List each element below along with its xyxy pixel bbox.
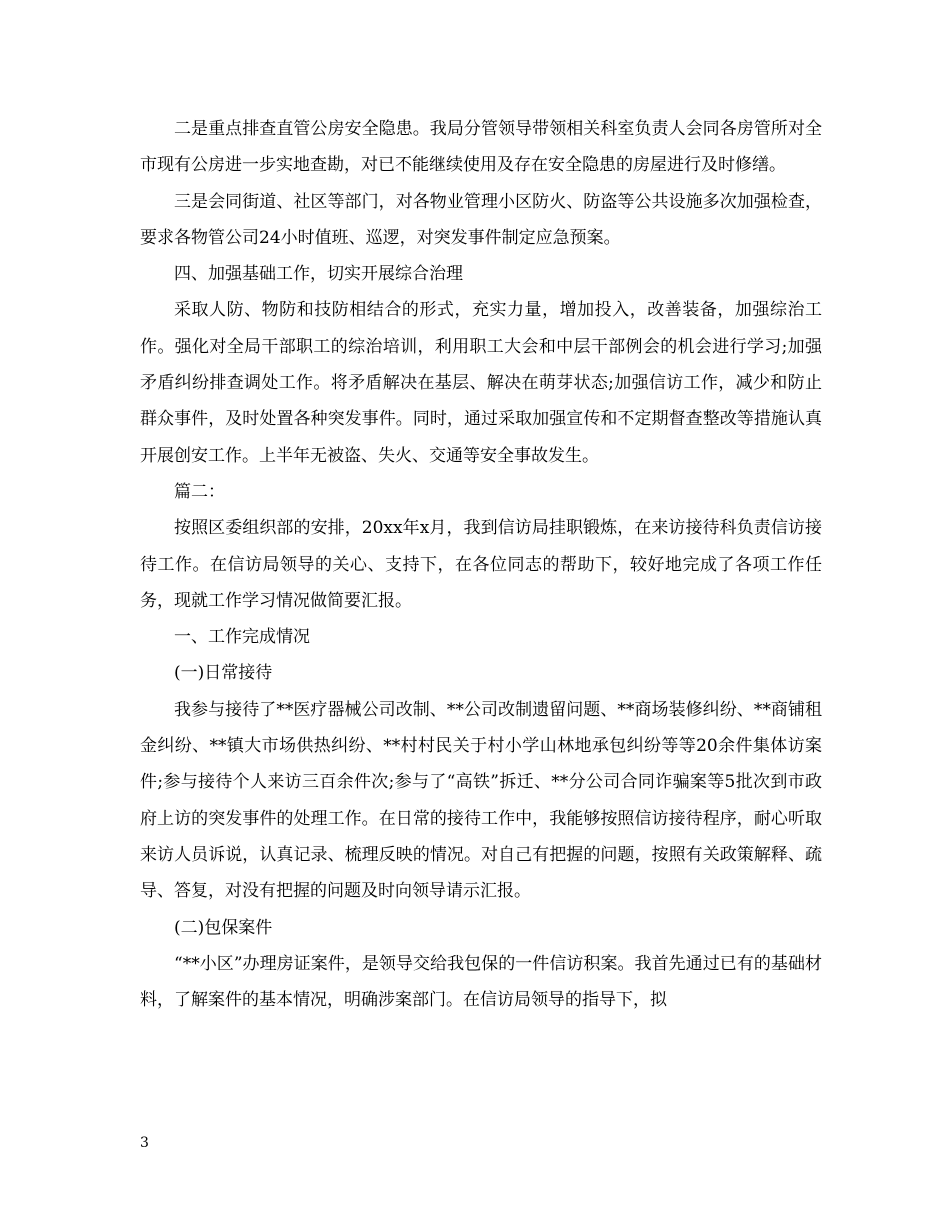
paragraph-2: 三是会同街道、社区等部门，对各物业管理小区防火、防盗等公共设施多次加强检查，要求各物管公司24小时值班、巡逻，对突发事件制定应急预案。 <box>140 191 822 248</box>
section-heading-4: 四、加强基础工作，切实开展综合治理 <box>174 264 463 285</box>
paragraph-4: 按照区委组织部的安排，20xx年x月，我到信访局挂职锻炼，在来访接待科负责信访接待工作。在信访局领导的关心、支持下，在各位同志的帮助下，较好地完成了各项工作任务，现就工作学习情况做简要汇报。 <box>140 518 822 611</box>
subsection-heading-1: (一)日常接待 <box>174 663 273 684</box>
paragraph-5: 我参与接待了**医疗器械公司改制、**公司改制遗留问题、**商场装修纠纷、**商铺租金纠纷、**镇大市场供热纠纷、**村村民关于村小学山林地承包纠纷等等20余件集体访案件;参与接待个人来访三百余件次;参与了“高铁”拆迁、**分公司合同诈骗案等5批次到市政府上访的突发事件的处理工作。在日常的接待工作中，我能够按照信访接待程序，耐心听取来访人员诉说，认真记录、梳理反映的情况。对自己有把握的问题，按照有关政策解释、疏导、答复，对没有把握的问题及时向领导请示汇报。 <box>140 699 822 902</box>
paragraph-1: 二是重点排查直管公房安全隐患。我局分管领导带领相关科室负责人会同各房管所对全市现有公房进一步实地查勘，对已不能继续使用及存在安全隐患的房屋进行及时修缮。 <box>140 119 822 176</box>
page-number: 3 <box>140 1135 149 1151</box>
section-heading-1: 一、工作完成情况 <box>174 627 310 648</box>
paragraph-3: 采取人防、物防和技防相结合的形式，充实力量，增加投入，改善装备，加强综治工作。强化对全局干部职工的综治培训，利用职工大会和中层干部例会的机会进行学习;加强矛盾纠纷排查调处工作。将矛盾解决在基层、解决在萌芽状态;加强信访工作，减少和防止群众事件，及时处置各种突发事件。同时，通过采取加强宣传和不定期督查整改等措施认真开展创安工作。上半年无被盗、失火、交通等安全事故发生。 <box>140 300 822 466</box>
part-heading: 篇二： <box>174 481 225 502</box>
paragraph-6: “**小区”办理房证案件，是领导交给我包保的一件信访积案。我首先通过已有的基础材料，了解案件的基本情况，明确涉案部门。在信访局领导的指导下，拟 <box>140 953 822 1011</box>
document-body <box>140 111 822 1018</box>
subsection-heading-2: (二)包保案件 <box>174 917 273 938</box>
